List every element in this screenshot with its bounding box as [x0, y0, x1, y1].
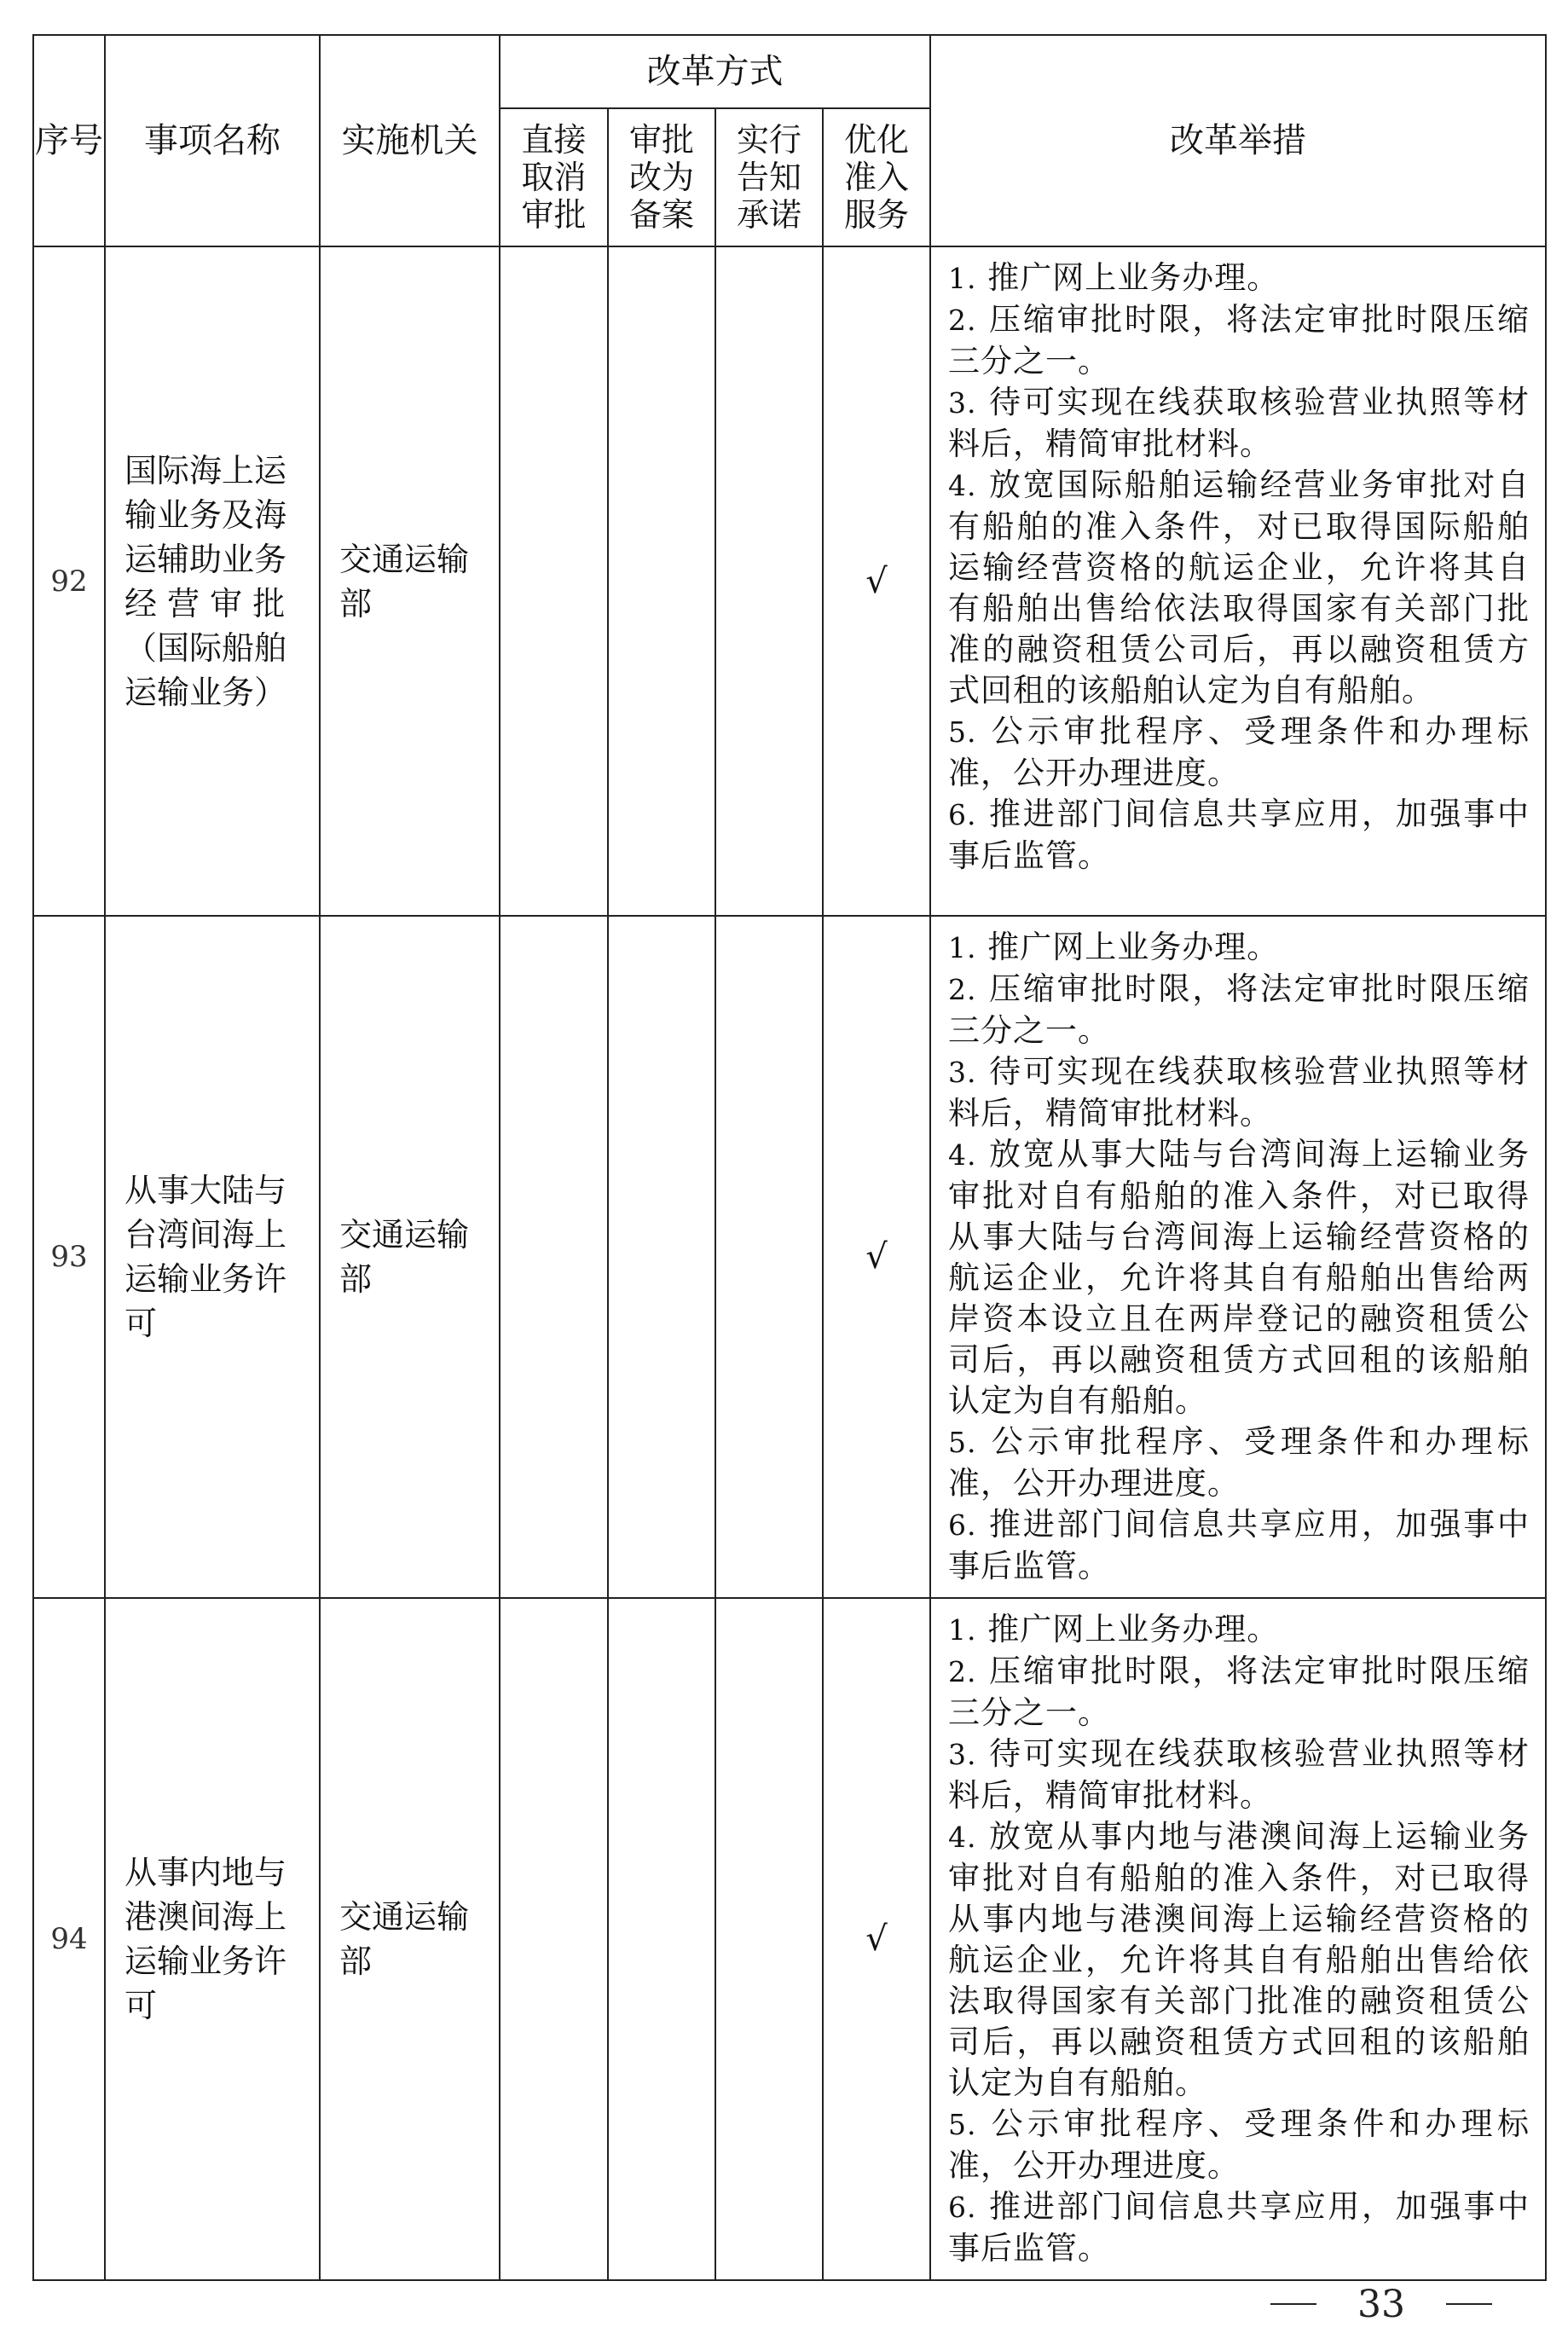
- measure-text: 推广网上业务办理。: [976, 1611, 1280, 1647]
- measure-item: [948, 794, 1530, 877]
- org-line: 交通运输: [339, 1216, 470, 1253]
- item-name-line: 台湾间海上: [124, 1216, 287, 1253]
- row-measures: [930, 246, 1546, 916]
- row-method-check-2: [715, 246, 823, 916]
- measure-number: 1.: [948, 262, 977, 295]
- header-method-optimize: 优化 准入 服务: [823, 108, 930, 246]
- measure-item: [948, 2104, 1530, 2186]
- measure-number: 2.: [948, 1655, 977, 1688]
- header-seq: 序号: [33, 35, 105, 246]
- org-line: 部: [339, 1260, 373, 1298]
- measure-item: [948, 1651, 1530, 1734]
- measure-number: 3.: [948, 1738, 977, 1771]
- measure-number: 3.: [948, 386, 977, 420]
- row-seq: 94: [33, 1598, 105, 2280]
- org-line: 交通运输: [339, 1898, 470, 1936]
- measure-item: [948, 258, 1530, 299]
- measure-item: [948, 2186, 1530, 2269]
- item-name-line: 港澳间海上: [124, 1898, 287, 1936]
- row-measures: [930, 1598, 1546, 2280]
- header-item-name: 事项名称: [105, 35, 320, 246]
- measure-text: 待可实现在线获取核验营业执照等材料后，精简审批材料。: [948, 1735, 1530, 1814]
- measure-text: 放宽国际船舶运输经营业务审批对自有船舶的准入条件，对已取得国际船舶运输经营资格的航运企业，允许将其自有船舶出售给依法取得国家有关部门批准的融资租赁公司后，再以融资租赁方式回租的该船舶认定为自有船舶。: [948, 466, 1530, 709]
- measure-number: 5.: [948, 2108, 977, 2141]
- measure-number: 6.: [948, 798, 977, 831]
- item-name-line: 可: [124, 1305, 158, 1342]
- measure-number: 2.: [948, 973, 977, 1006]
- measure-number: 5.: [948, 1426, 977, 1459]
- measure-item: [948, 969, 1530, 1051]
- row-item-name: [105, 246, 320, 916]
- measure-text: 压缩审批时限，将法定审批时限压缩三分之一。: [948, 970, 1530, 1049]
- measure-text: 公示审批程序、受理条件和办理标准，公开办理进度。: [948, 713, 1530, 791]
- measure-text: 推进部门间信息共享应用，加强事中事后监管。: [948, 1506, 1530, 1584]
- measure-text: 公示审批程序、受理条件和办理标准，公开办理进度。: [948, 2105, 1530, 2184]
- org-line: 交通运输: [339, 540, 470, 578]
- measure-item: [948, 1421, 1530, 1504]
- item-name-line: 运辅助业务: [124, 540, 287, 578]
- measure-item: [948, 1504, 1530, 1587]
- measure-number: 4.: [948, 1821, 977, 1854]
- measure-text: 推广网上业务办理。: [976, 259, 1280, 296]
- row-method-check-0: [500, 916, 608, 1598]
- row-method-check-2: [715, 916, 823, 1598]
- item-name-line: （国际船舶: [124, 628, 287, 667]
- measure-item: [948, 1609, 1530, 1651]
- measure-number: 1.: [948, 1613, 977, 1647]
- row-org: [320, 1598, 500, 2280]
- measure-text: 放宽从事内地与港澳间海上运输业务审批对自有船舶的准入条件，对已取得从事内地与港澳间海上运输经营资格的航运企业，允许将其自有船舶出售给依法取得国家有关部门批准的融资租赁公司后，再以融资租赁方式回租的该船舶认定为自有船舶。: [948, 1818, 1530, 2101]
- measure-number: 4.: [948, 1138, 977, 1172]
- table-row: [33, 1598, 1546, 2280]
- header-measures: 改革举措: [930, 35, 1546, 246]
- header-method-record: 审批 改为 备案: [608, 108, 715, 246]
- header-method-cancel: 直接 取消 审批: [500, 108, 608, 246]
- item-name-line: 从事内地与: [124, 1854, 287, 1891]
- table-body: [33, 246, 1546, 2280]
- measure-item: [948, 465, 1530, 711]
- measure-number: 3.: [948, 1056, 977, 1089]
- measure-item: [948, 711, 1530, 794]
- measure-number: 5.: [948, 715, 977, 749]
- row-method-check-3: √: [823, 246, 930, 916]
- measure-item: [948, 927, 1530, 969]
- measure-text: 压缩审批时限，将法定审批时限压缩三分之一。: [948, 301, 1530, 379]
- row-method-check-0: [500, 1598, 608, 2280]
- measure-number: 1.: [948, 931, 977, 964]
- measure-text: 待可实现在线获取核验营业执照等材料后，精简审批材料。: [948, 384, 1530, 462]
- measure-number: 6.: [948, 1508, 977, 1542]
- measure-item: [948, 299, 1530, 382]
- row-method-check-1: [608, 246, 715, 916]
- header-method-group: 改革方式: [500, 35, 930, 108]
- footer-dash-left: [1270, 2303, 1316, 2305]
- measure-number: 6.: [948, 2191, 977, 2224]
- row-method-check-0: [500, 246, 608, 916]
- measure-text: 推进部门间信息共享应用，加强事中事后监管。: [948, 2188, 1530, 2267]
- row-org: [320, 916, 500, 1598]
- measure-text: 待可实现在线获取核验营业执照等材料后，精简审批材料。: [948, 1053, 1530, 1132]
- item-name-line: 经 营 审 批: [124, 584, 286, 622]
- measure-text: 推广网上业务办理。: [976, 929, 1280, 965]
- measure-text: 推进部门间信息共享应用，加强事中事后监管。: [948, 796, 1530, 874]
- row-method-check-1: [608, 916, 715, 1598]
- item-name-line: 从事大陆与: [124, 1172, 287, 1209]
- reform-table: [32, 34, 1547, 2281]
- item-name-line: 运输业务许: [124, 1942, 287, 1980]
- measure-text: 放宽从事大陆与台湾间海上运输业务审批对自有船舶的准入条件，对已取得从事大陆与台湾间海上运输经营资格的航运企业，允许将其自有船舶出售给两岸资本设立且在两岸登记的融资租赁公司后，再以融资租赁方式回租的该船舶认定为自有船舶。: [948, 1136, 1530, 1419]
- header-org: 实施机关: [320, 35, 500, 246]
- item-name-line: 可: [124, 1987, 158, 2024]
- table-row: [33, 916, 1546, 1598]
- page-footer: [1270, 2278, 1492, 2330]
- item-name-line: 运输业务许: [124, 1260, 287, 1298]
- measure-text: 压缩审批时限，将法定审批时限压缩三分之一。: [948, 1653, 1530, 1731]
- row-measures: [930, 916, 1546, 1598]
- measure-item: [948, 1734, 1530, 1816]
- row-method-check-3: √: [823, 916, 930, 1598]
- row-item-name: [105, 1598, 320, 2280]
- row-org: [320, 246, 500, 916]
- measure-number: 2.: [948, 304, 977, 337]
- row-method-check-2: [715, 1598, 823, 2280]
- item-name-line: 输业务及海: [124, 495, 287, 534]
- row-method-check-1: [608, 1598, 715, 2280]
- org-line: 部: [339, 584, 373, 622]
- measure-text: 公示审批程序、受理条件和办理标准，公开办理进度。: [948, 1423, 1530, 1502]
- table-row: [33, 246, 1546, 916]
- measure-item: [948, 1816, 1530, 2104]
- page-number: 33: [1357, 2282, 1405, 2326]
- measure-number: 4.: [948, 469, 977, 502]
- header-method-commitment: 实行 告知 承诺: [715, 108, 823, 246]
- row-item-name: [105, 916, 320, 1598]
- measure-item: [948, 382, 1530, 465]
- measure-item: [948, 1051, 1530, 1134]
- row-seq: 93: [33, 916, 105, 1598]
- item-name-line: 国际海上运: [124, 451, 287, 489]
- row-seq: 92: [33, 246, 105, 916]
- org-line: 部: [339, 1942, 373, 1980]
- footer-dash-right: [1446, 2303, 1492, 2305]
- item-name-line: 运输业务）: [124, 673, 287, 711]
- table-header: [33, 35, 1546, 246]
- measure-item: [948, 1134, 1530, 1421]
- row-method-check-3: √: [823, 1598, 930, 2280]
